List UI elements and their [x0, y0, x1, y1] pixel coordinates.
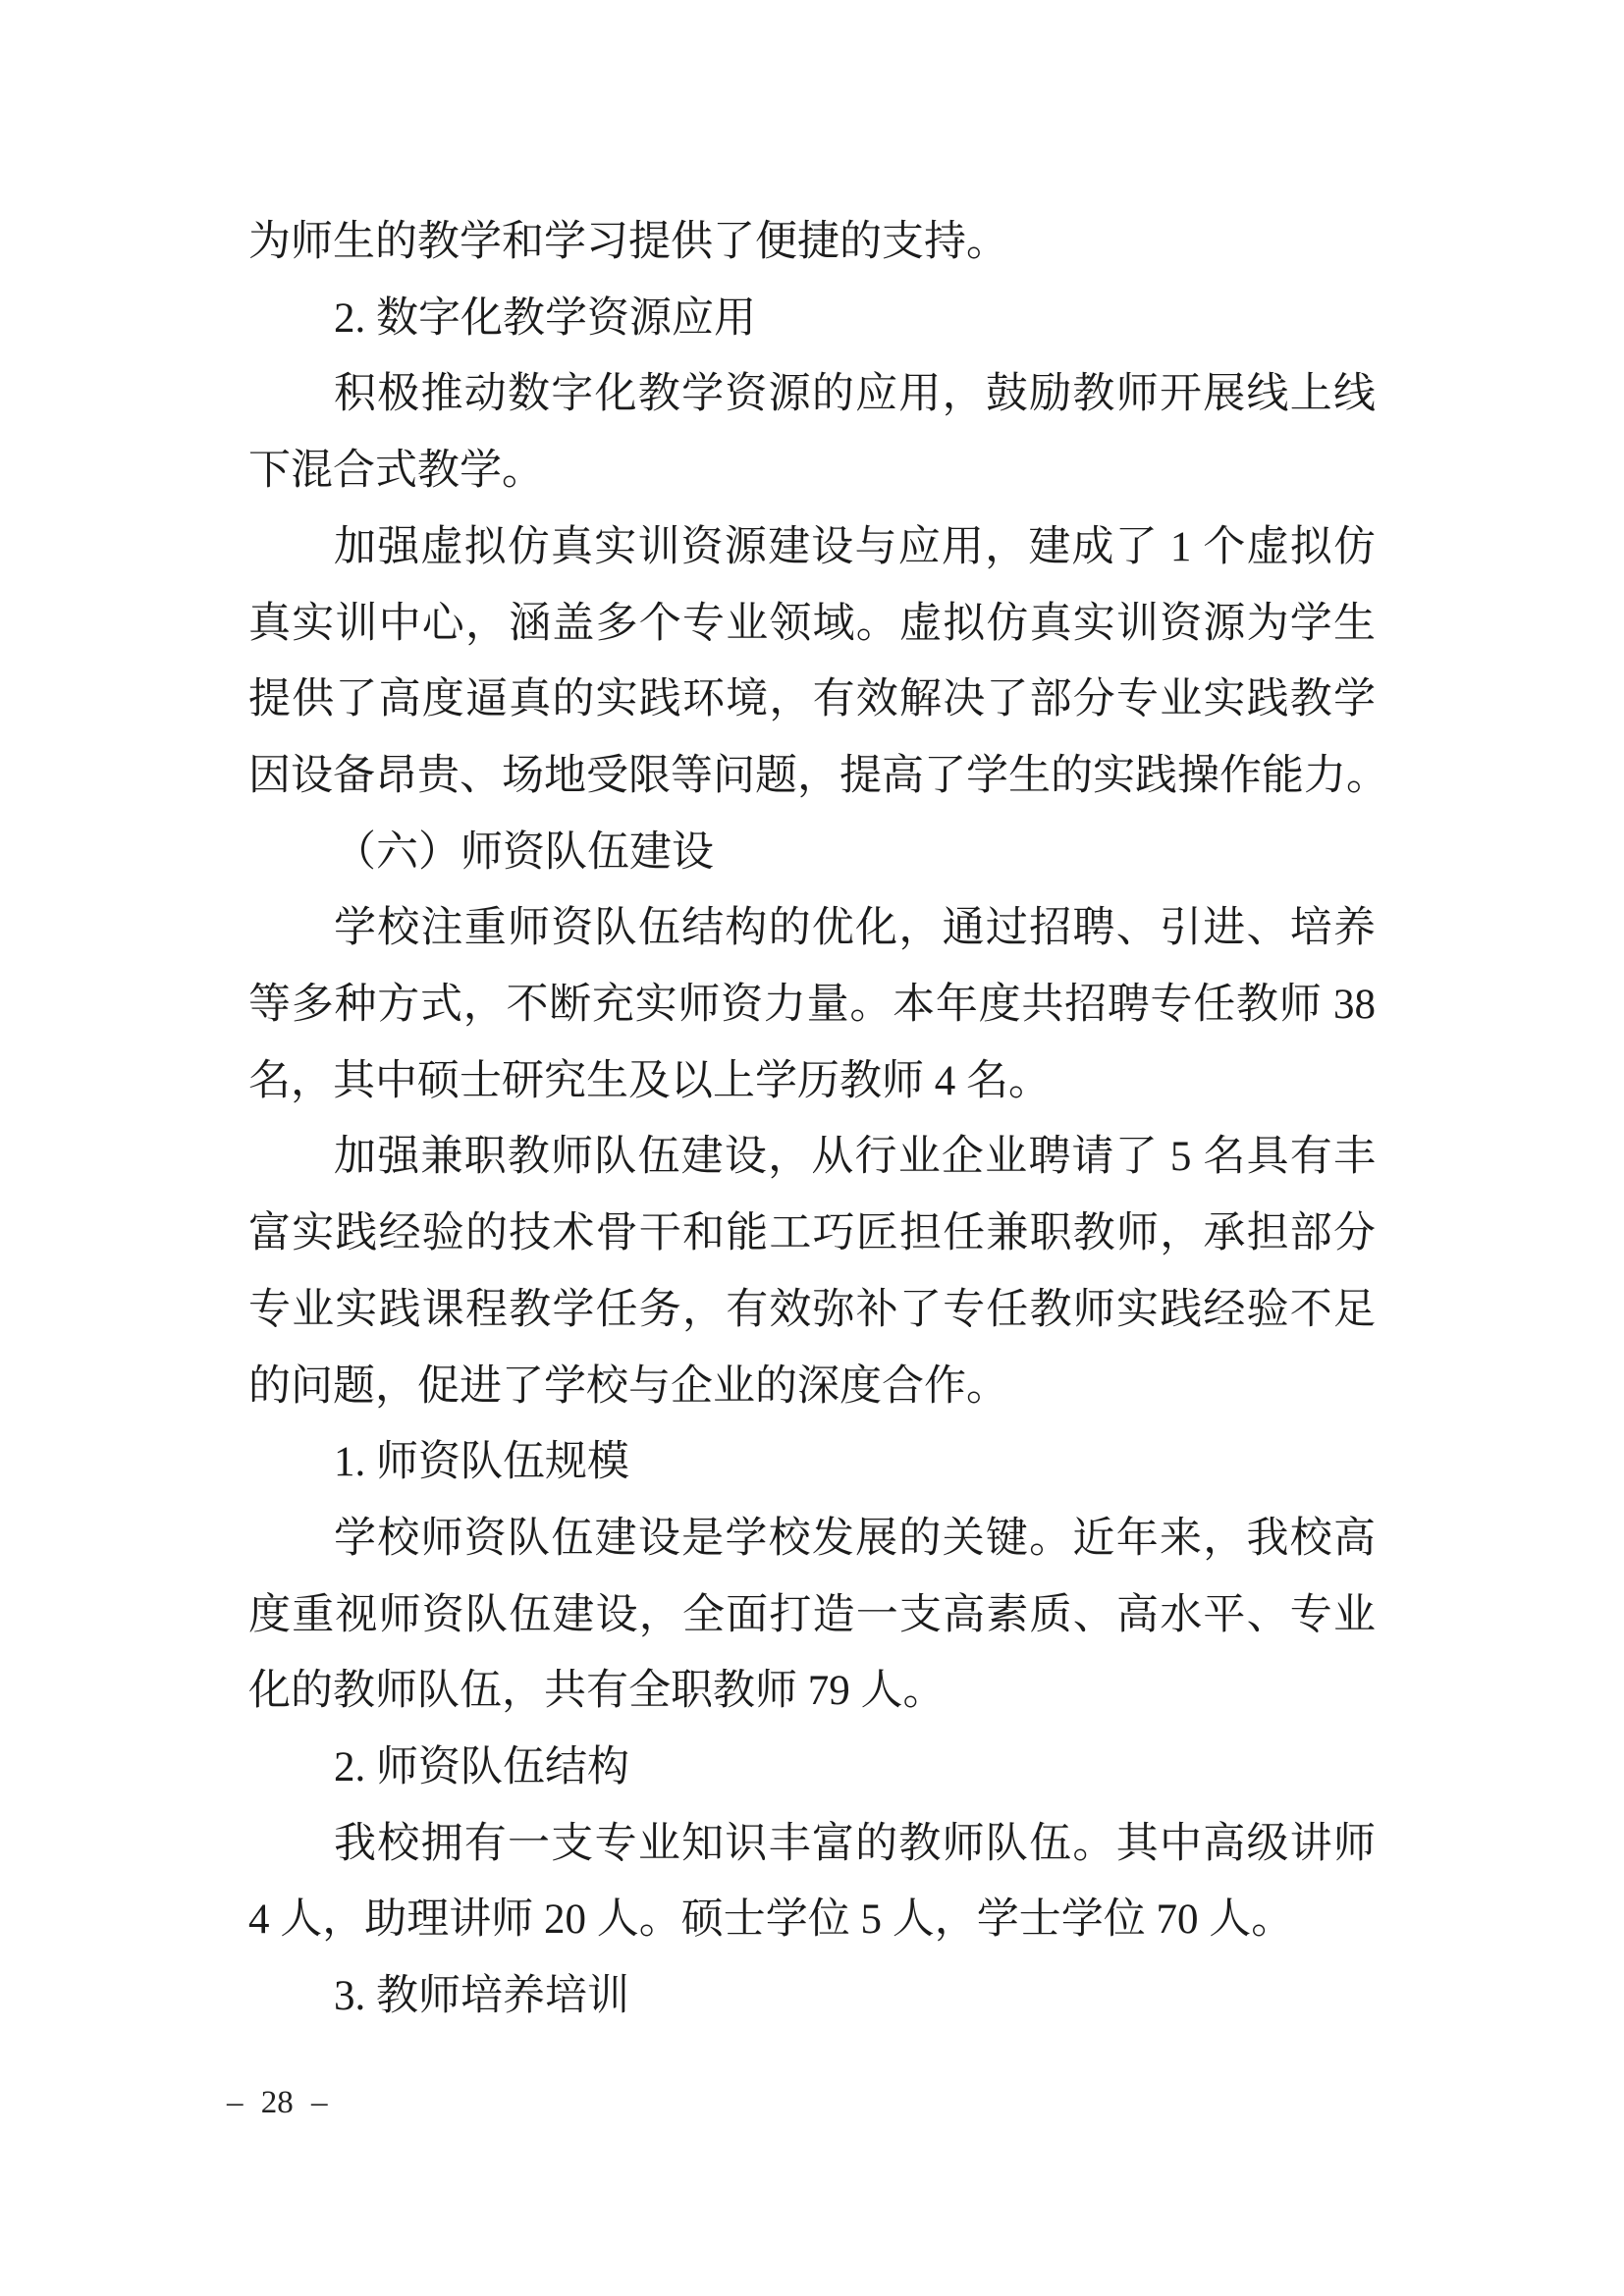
subheading-line: 3. 教师培养培训 [334, 1973, 629, 2020]
text-line: 因设备昂贵、场地受限等问题，提高了学生的实践操作能力。 [248, 752, 1388, 799]
text-line: 名，其中硕士研究生及以上学历教师 4 名。 [248, 1057, 1051, 1104]
text-line: 下混合式教学。 [248, 448, 544, 495]
text-line: 真实训中心，涵盖多个专业领域。虚拟仿真实训资源为学生 [248, 600, 1376, 647]
page-number: – 28 – [227, 2085, 328, 2120]
subheading-line: 1. 师资队伍规模 [334, 1439, 629, 1486]
text-line: 我校拥有一支专业知识丰富的教师队伍。其中高级讲师 [334, 1820, 1376, 1867]
text-line: 化的教师队伍，共有全职教师 79 人。 [248, 1668, 946, 1715]
text-line: 4 人，助理讲师 20 人。硕士学位 5 人，学士学位 70 人。 [248, 1896, 1294, 1944]
text-line: 加强虚拟仿真实训资源建设与应用，建成了 1 个虚拟仿 [334, 523, 1376, 570]
text-line: 积极推动数字化教学资源的应用，鼓励教师开展线上线 [334, 371, 1376, 418]
text-line: 学校师资队伍建设是学校发展的关键。近年来，我校高 [334, 1515, 1376, 1562]
section-heading-line: （六）师资队伍建设 [334, 828, 714, 876]
text-line: 等多种方式，不断充实师资力量。本年度共招聘专任教师 38 [248, 982, 1376, 1029]
text-line: 的问题，促进了学校与企业的深度合作。 [248, 1362, 1008, 1410]
text-line: 加强兼职教师队伍建设，从行业企业聘请了 5 名具有丰 [334, 1134, 1376, 1181]
text-line: 富实践经验的技术骨干和能工巧匠担任兼职教师，承担部分 [248, 1210, 1376, 1257]
text-line: 度重视师资队伍建设，全面打造一支高素质、高水平、专业 [248, 1591, 1376, 1638]
subheading-line: 2. 师资队伍结构 [334, 1744, 629, 1791]
subheading-line: 2. 数字化教学资源应用 [334, 294, 756, 342]
text-line: 为师生的教学和学习提供了便捷的支持。 [248, 219, 1008, 265]
text-line: 专业实践课程教学任务，有效弥补了专任教师实践经验不足 [248, 1286, 1376, 1333]
text-line: 学校注重师资队伍结构的优化，通过招聘、引进、培养 [334, 905, 1376, 952]
text-line: 提供了高度逼真的实践环境，有效解决了部分专业实践教学 [248, 676, 1376, 723]
document-body [248, 204, 1388, 2035]
